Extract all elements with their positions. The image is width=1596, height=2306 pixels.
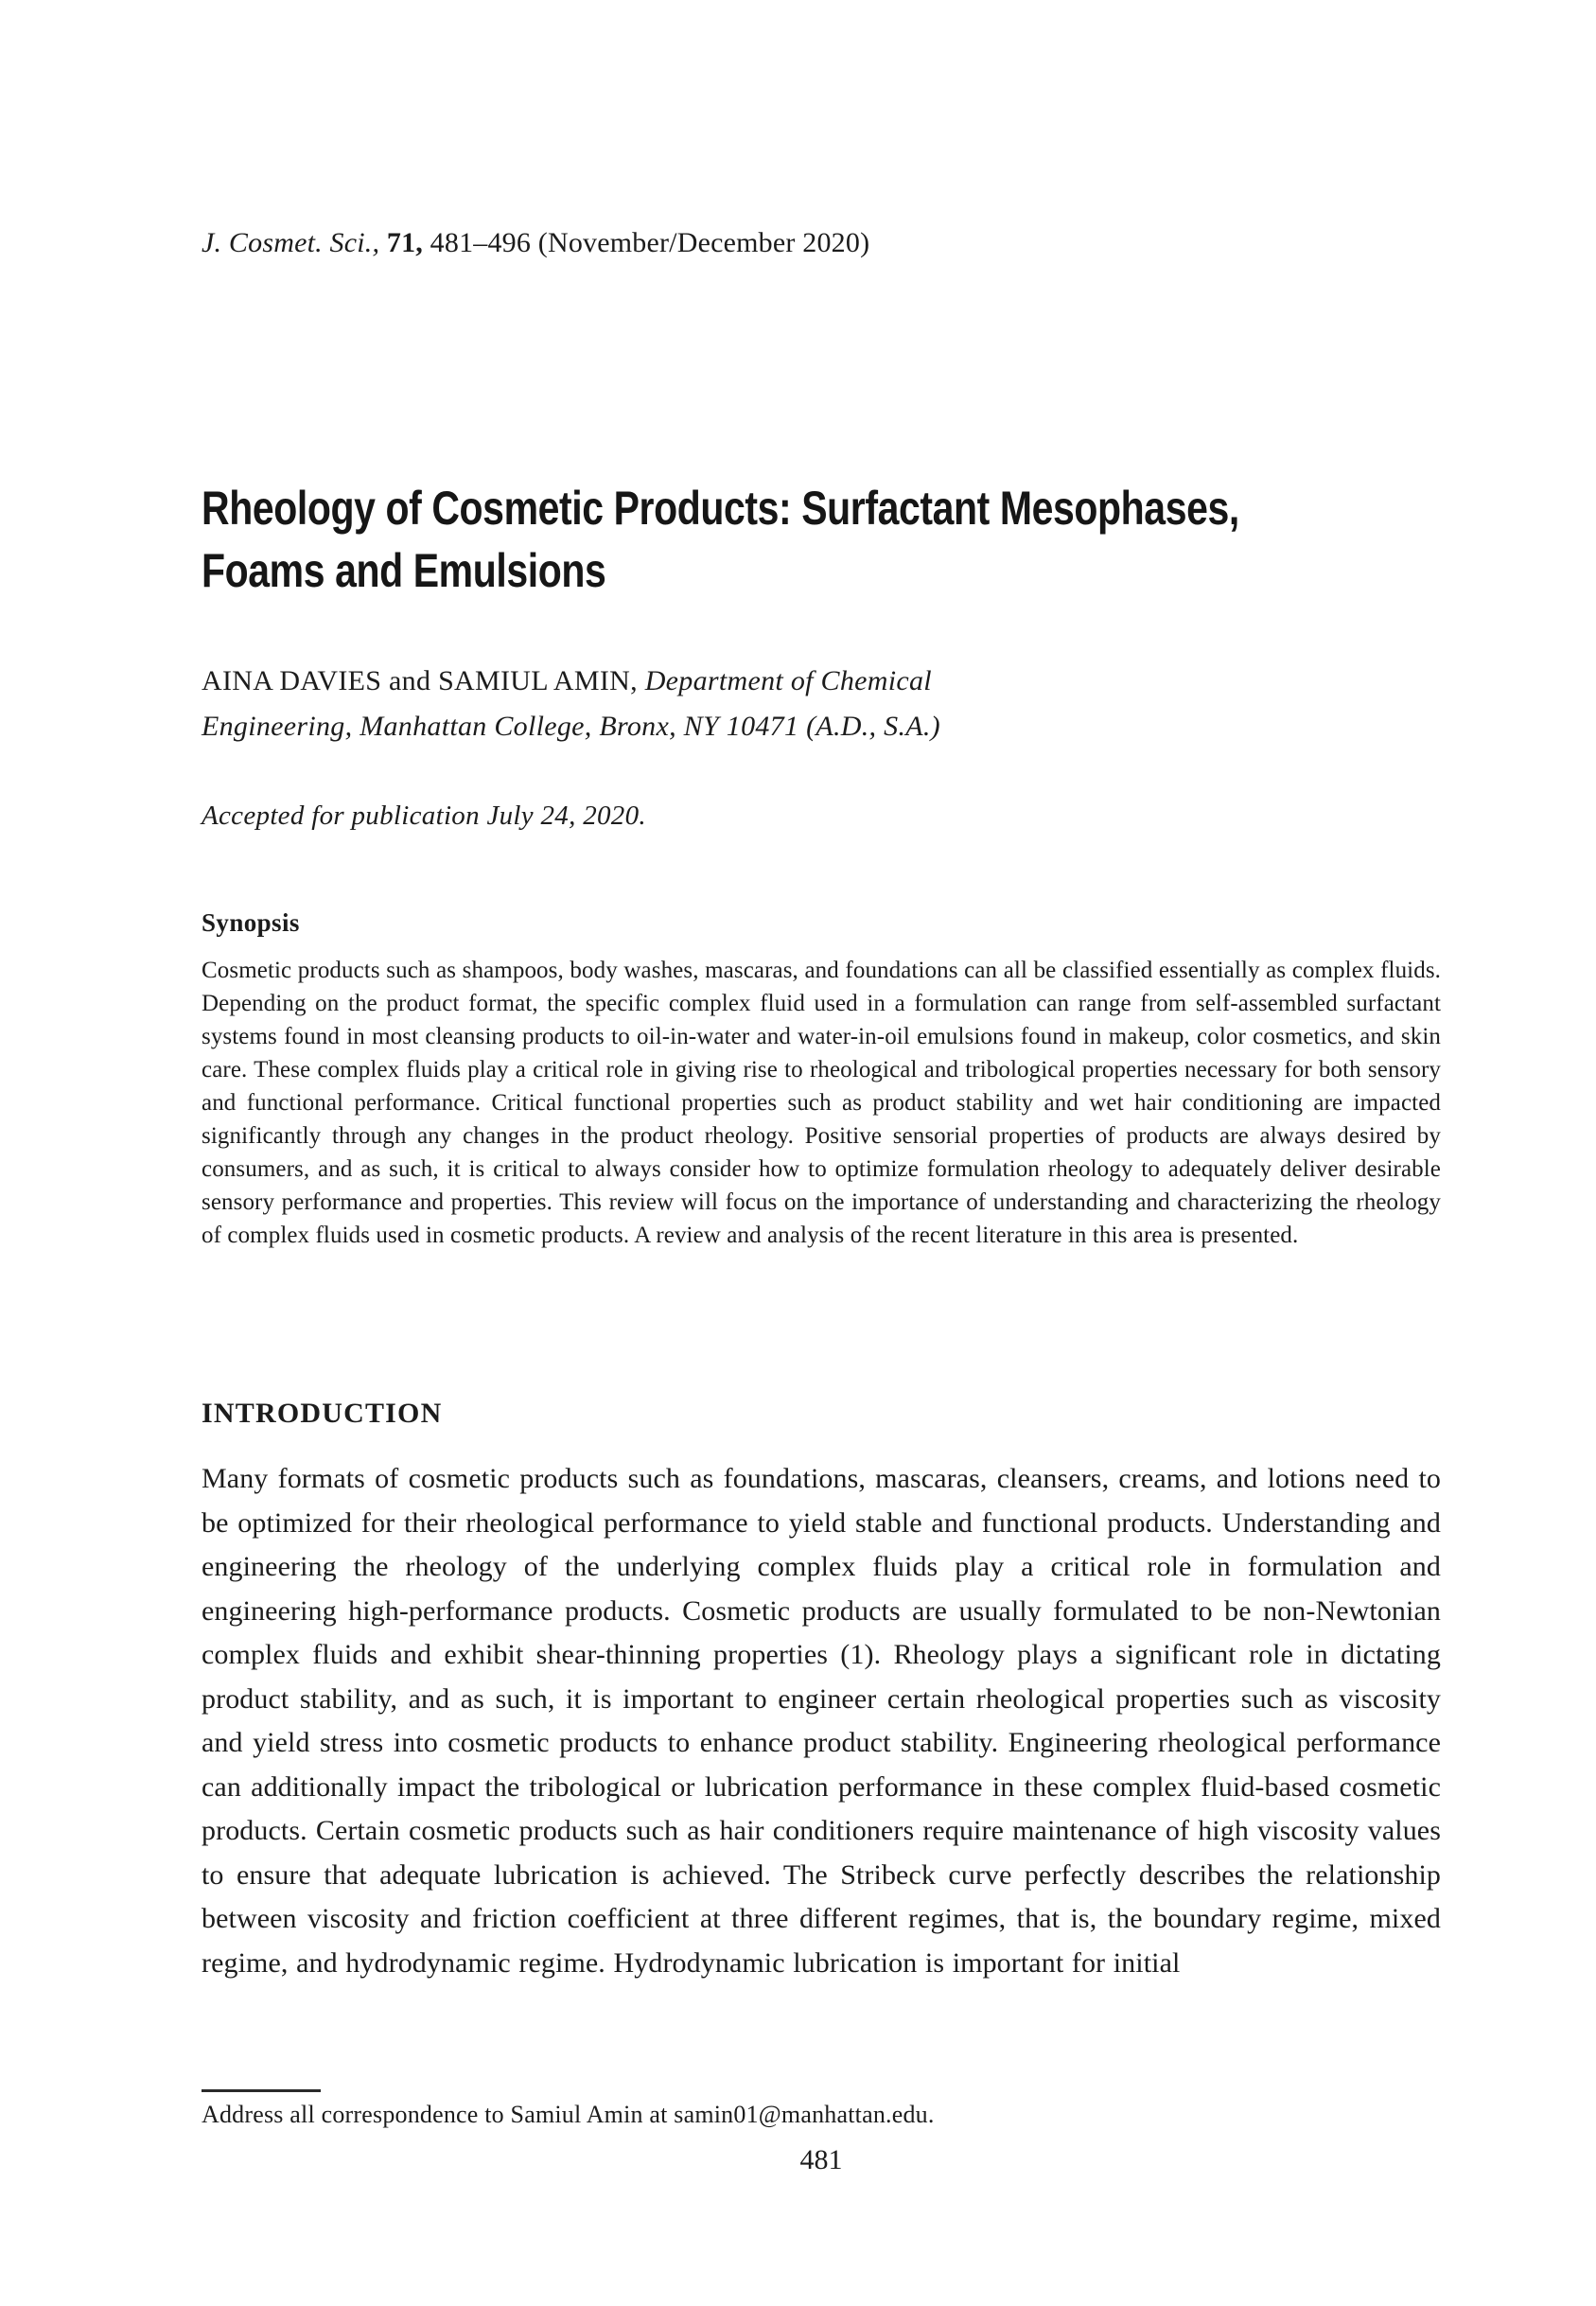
authors-line	[202, 659, 940, 704]
introduction-heading: INTRODUCTION	[202, 1398, 443, 1429]
affiliation-part-2: Engineering, Manhattan College, Bronx, NY 10471 (A.D., S.A.)	[202, 711, 940, 742]
journal-name: J. Cosmet. Sci.,	[202, 227, 380, 258]
author-affiliation-block	[202, 659, 940, 749]
synopsis-heading: Synopsis	[202, 908, 300, 937]
correspondence-footnote: Address all correspondence to Samiul Amin at samin01@manhattan.edu.	[202, 2101, 935, 2128]
journal-volume: 71,	[379, 227, 430, 258]
page-number: 481	[799, 2144, 843, 2175]
journal-pages-date: 481–496 (November/December 2020)	[430, 227, 870, 258]
introduction-body: Many formats of cosmetic products such as foundations, mascaras, cleansers, creams, and lotions need to be optimized for their rheological performance to yield stable and functional products. Understanding and engineering the rheology of the underlying complex fluids play a critical role in formulation and engineering high-performance products. Cosmetic products are usually formulated to be non-Newtonian complex fluids and exhibit shear-thinning properties (1). Rheology plays a significant role in dictating product stability, and as such, it is important to engineer certain rheological properties such as viscosity and yield stress into cosmetic products to enhance product stability. Engineering rheological performance can additionally impact the tribological or lubrication performance in these complex fluid-based cosmetic products. Certain cosmetic products such as hair conditioners require maintenance of high viscosity values to ensure that adequate lubrication is achieved. The Stribeck curve perfectly describes the relationship between viscosity and friction coefficient at three different regimes, that is, the boundary regime, mixed regime, and hydrodynamic regime. Hydrodynamic lubrication is important for initial	[202, 1463, 1441, 1979]
article-title	[202, 477, 1239, 602]
accepted-note: Accepted for publication July 24, 2020.	[202, 801, 646, 831]
article-title-line-2: Foams and Emulsions	[202, 544, 606, 597]
author-names: AINA DAVIES and SAMIUL AMIN,	[202, 665, 645, 696]
article-title-line-1: Rheology of Cosmetic Products: Surfactant Mesophases,	[202, 482, 1239, 535]
synopsis-body: Cosmetic products such as shampoos, body washes, mascaras, and foundations can all be classified essentially as complex fluids. Depending on the product format, the specific complex fluid used in a formulation can range from self-assembled surfactant systems found in most cleansing products to oil-in-water and water-in-oil emulsions found in makeup, color cosmetics, and skin care. These complex fluids play a critical role in giving rise to rheological and tribological properties necessary for both sensory and functional performance. Critical functional properties such as product stability and wet hair conditioning are impacted significantly through any changes in the product rheology. Positive sensorial properties of products are always desired by consumers, and as such, it is critical to always consider how to optimize formulation rheology to adequately deliver desirable sensory performance and properties. This review will focus on the importance of understanding and characterizing the rheology of complex fluids used in cosmetic products. A review and analysis of the recent literature in this area is presented.	[202, 958, 1441, 1248]
affiliation-part-1: Department of Chemical	[644, 665, 932, 696]
journal-citation	[202, 227, 869, 259]
footnote-divider	[202, 2089, 321, 2092]
